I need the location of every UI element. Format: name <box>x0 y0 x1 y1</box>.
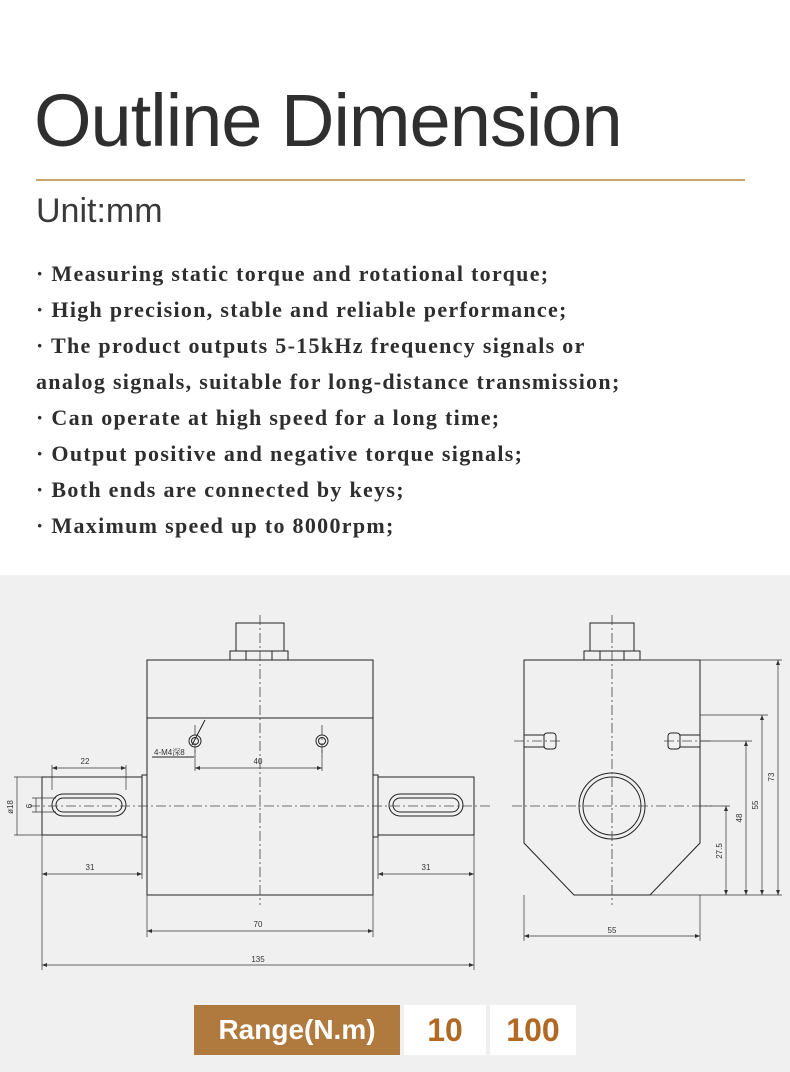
feature-item: analog signals, suitable for long-distance transmission; <box>36 369 621 394</box>
dim-31-left: 31 <box>85 863 95 872</box>
page-title: Outline Dimension <box>34 79 622 162</box>
title-divider <box>36 179 745 181</box>
dim-70: 70 <box>253 920 263 929</box>
outline-drawing <box>0 575 790 1072</box>
range-value: 10 <box>404 1005 486 1055</box>
dim-135: 135 <box>251 955 265 964</box>
dim-27-5: 27.5 <box>715 843 724 859</box>
dim-55-side: 55 <box>751 800 760 810</box>
dim-31-right: 31 <box>421 863 431 872</box>
feature-item: · The product outputs 5-15kHz frequency signals or <box>36 333 586 358</box>
feature-list <box>36 256 756 544</box>
range-value: 100 <box>490 1005 576 1055</box>
dim-48: 48 <box>735 813 744 823</box>
unit-label: Unit:mm <box>36 192 163 230</box>
feature-item: · Measuring static torque and rotational torque; <box>36 261 550 286</box>
feature-item: · Both ends are connected by keys; <box>36 477 405 502</box>
feature-item: · Output positive and negative torque signals; <box>36 441 524 466</box>
feature-item: · High precision, stable and reliable performance; <box>36 297 568 322</box>
dim-dia18: ø18 <box>6 800 15 814</box>
dim-40: 40 <box>253 757 263 766</box>
range-row <box>194 1005 576 1055</box>
hole-note: 4-M4深8 <box>154 748 185 757</box>
dim-55-bottom: 55 <box>607 926 617 935</box>
dim-22: 22 <box>80 757 90 766</box>
dim-6: 6 <box>25 803 34 809</box>
drawing-panel <box>0 575 790 1072</box>
range-label: Range(N.m) <box>194 1005 400 1055</box>
dim-73: 73 <box>767 772 776 782</box>
feature-item: · Can operate at high speed for a long time; <box>36 405 501 430</box>
feature-item: · Maximum speed up to 8000rpm; <box>36 513 395 538</box>
